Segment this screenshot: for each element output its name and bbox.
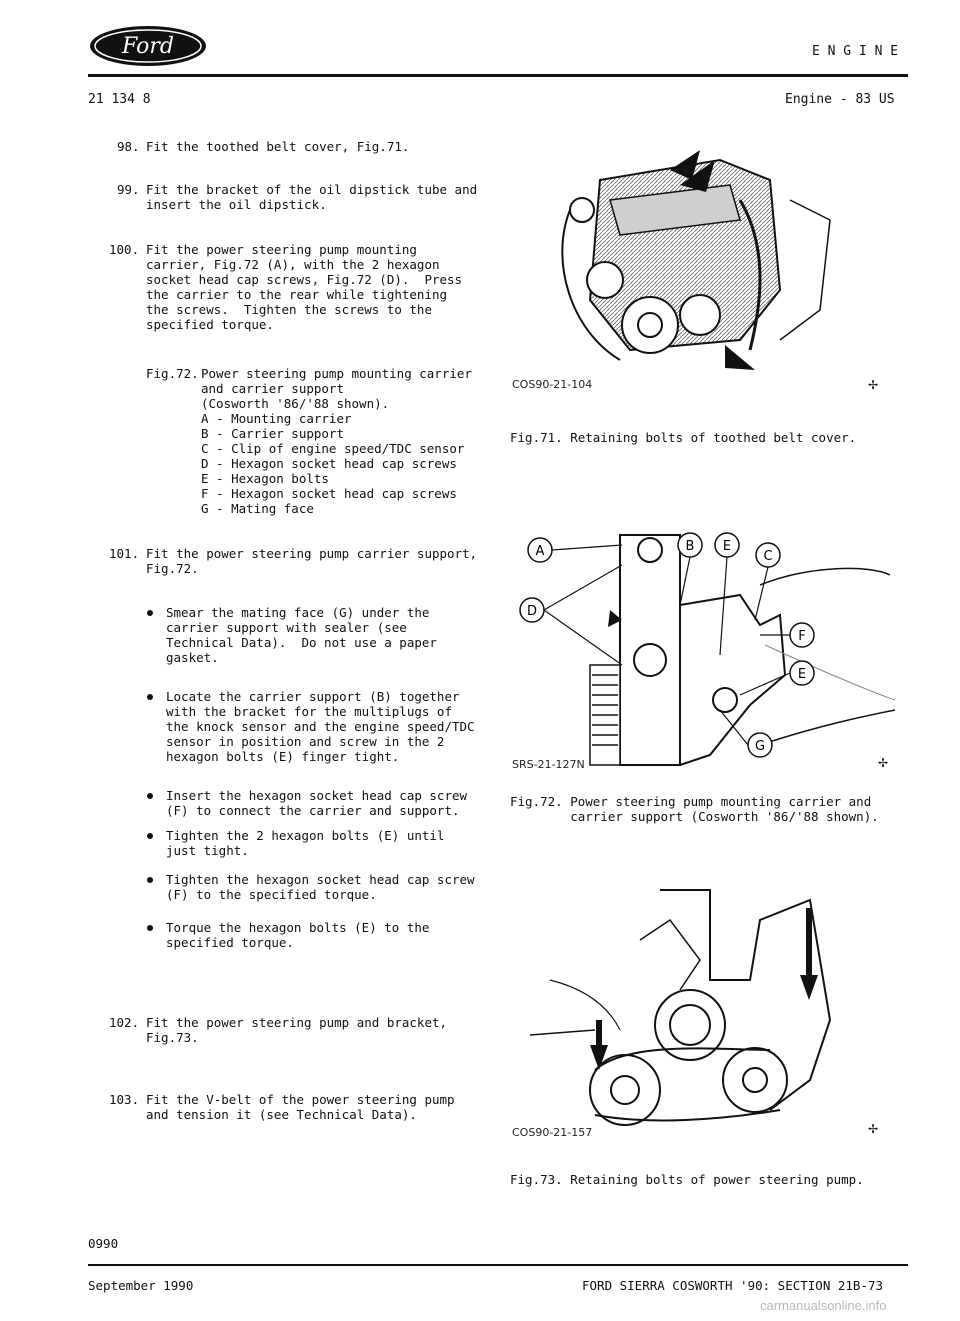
step-number: 98. [117, 139, 140, 154]
step-text-line: and tension it (see Technical Data). [146, 1107, 417, 1122]
engine-top-illustration [510, 140, 910, 400]
bullet-line: (F) to the specified torque. [166, 887, 377, 902]
header-rule [88, 74, 908, 77]
bullet-line: Smear the mating face (G) under the [166, 605, 430, 620]
brand-text: Ford [122, 34, 174, 59]
bullet-line: specified torque. [166, 935, 294, 950]
legend-line: (Cosworth '86/'88 shown). [201, 396, 390, 411]
step-text-line: Fit the power steering pump and bracket, [146, 1015, 448, 1030]
callout-e: E [722, 539, 732, 554]
footer-date: September 1990 [88, 1278, 194, 1293]
bullet-line: Tighten the hexagon socket head cap screw [166, 872, 475, 887]
bullet-icon [147, 925, 153, 931]
legend-line: Power steering pump mounting carrier [201, 366, 472, 381]
callout-a: A [535, 544, 545, 559]
callout-c: C [763, 549, 773, 564]
bullet-line: just tight. [166, 843, 249, 858]
ford-oval-icon [88, 24, 208, 68]
carrier-support-illustration [510, 525, 910, 775]
section-title: E N G I N E [812, 44, 899, 59]
step-number: 99. [117, 182, 140, 197]
ford-logo [88, 24, 208, 68]
legend-line: G - Mating face [201, 501, 314, 516]
legend-line: A - Mounting carrier [201, 411, 352, 426]
step-text-line: the screws. Tighten the screws to the [146, 302, 432, 317]
step-number: 100. [109, 242, 140, 257]
bullet-line: with the bracket for the multiplugs of [166, 704, 452, 719]
bullet-line: sensor in position and screw in the 2 [166, 734, 445, 749]
legend-line: D - Hexagon socket head cap screws [201, 456, 457, 471]
figure-code: SRS-21-127N [512, 758, 585, 771]
page-subtitle: Engine - 83 US [785, 92, 895, 107]
bullet-line: Locate the carrier support (B) together [166, 689, 460, 704]
figure-caption: Fig.73. Retaining bolts of power steering pump. [510, 1172, 864, 1187]
up-arrow-icon: ✢ [878, 756, 889, 770]
footer-rule [88, 1264, 908, 1266]
bullet-line: Torque the hexagon bolts (E) to the [166, 920, 430, 935]
bullet-line: Insert the hexagon socket head cap screw [166, 788, 468, 803]
bullet-icon [147, 610, 153, 616]
bullet-line: carrier support with sealer (see [166, 620, 407, 635]
bullet-line: Tighten the 2 hexagon bolts (E) until [166, 828, 445, 843]
bullet-icon [147, 877, 153, 883]
figure-caption: Fig.72. Power steering pump mounting carrier and [510, 794, 872, 809]
figure-72 [510, 525, 910, 775]
bullet-line: the knock sensor and the engine speed/TDC [166, 719, 475, 734]
legend-line: B - Carrier support [201, 426, 344, 441]
step-text-line: Fit the bracket of the oil dipstick tube and [146, 182, 478, 197]
figure-caption: carrier support (Cosworth '86/'88 shown). [510, 809, 879, 824]
callout-g: G [754, 739, 766, 754]
step-text-line: the carrier to the rear while tightening [146, 287, 448, 302]
legend-label: Fig.72. [146, 366, 199, 381]
legend-line: C - Clip of engine speed/TDC sensor [201, 441, 465, 456]
figure-caption: Fig.71. Retaining bolts of toothed belt cover. [510, 430, 857, 445]
bullet-icon [147, 694, 153, 700]
bullet-line: gasket. [166, 650, 219, 665]
bullet-line: Technical Data). Do not use a paper [166, 635, 437, 650]
step-number: 101. [109, 546, 140, 561]
up-arrow-icon: ✢ [868, 1122, 879, 1136]
up-arrow-icon: ✢ [868, 378, 879, 392]
step-text-line: Fit the power steering pump carrier support, [146, 546, 478, 561]
figure-73 [510, 880, 910, 1150]
step-text-line: Fit the V-belt of the power steering pump [146, 1092, 455, 1107]
step-text-line: Fig.73. [146, 1030, 199, 1045]
legend-line: E - Hexagon bolts [201, 471, 329, 486]
figure-code: COS90-21-104 [512, 378, 593, 391]
callout-f: F [798, 629, 806, 644]
steering-pump-illustration [510, 880, 910, 1150]
step-number: 103. [109, 1092, 140, 1107]
bullet-line: hexagon bolts (E) finger tight. [166, 749, 400, 764]
bullet-icon [147, 833, 153, 839]
doc-number: 21 134 8 [88, 92, 151, 107]
bullet-line: (F) to connect the carrier and support. [166, 803, 460, 818]
step-text-line: Fig.72. [146, 561, 199, 576]
bullet-icon [147, 793, 153, 799]
step-text-line: Fit the toothed belt cover, Fig.71. [146, 139, 410, 154]
footer-reference: FORD SIERRA COSWORTH '90: SECTION 21B-73 [582, 1278, 884, 1293]
callout-e2: E [797, 667, 807, 682]
page-code: 0990 [88, 1236, 119, 1251]
callout-d: D [526, 604, 538, 619]
step-text-line: Fit the power steering pump mounting [146, 242, 417, 257]
figure-71 [510, 140, 910, 400]
watermark: carmanualsonline.info [760, 1298, 887, 1313]
legend-line: and carrier support [201, 381, 344, 396]
step-text-line: insert the oil dipstick. [146, 197, 327, 212]
step-text-line: specified torque. [146, 317, 274, 332]
figure-code: COS90-21-157 [512, 1126, 593, 1139]
step-text-line: socket head cap screws, Fig.72 (D). Press [146, 272, 463, 287]
step-number: 102. [109, 1015, 140, 1030]
legend-line: F - Hexagon socket head cap screws [201, 486, 457, 501]
callout-b: B [685, 539, 695, 554]
step-text-line: carrier, Fig.72 (A), with the 2 hexagon [146, 257, 440, 272]
